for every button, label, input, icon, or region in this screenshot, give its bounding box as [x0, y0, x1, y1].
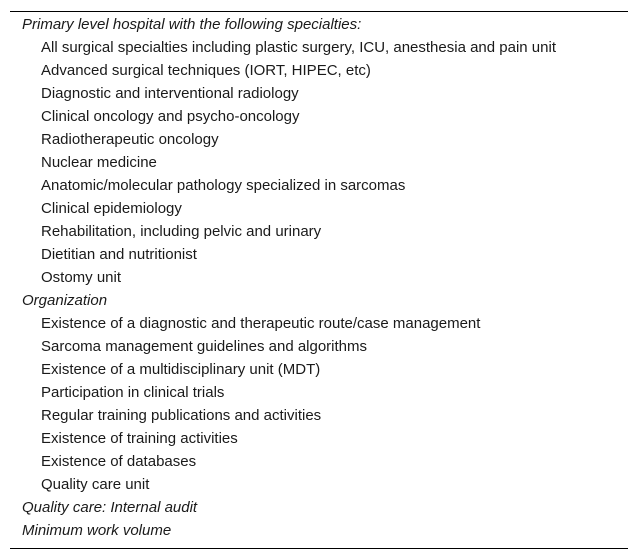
- section-heading-specialties: Primary level hospital with the following specialties:: [22, 16, 362, 33]
- table-row: Diagnostic and interventional radiology: [41, 85, 299, 102]
- table-row: Existence of training activities: [41, 430, 238, 447]
- table-row: Rehabilitation, including pelvic and urinary: [41, 223, 322, 240]
- table-row: Anatomic/molecular pathology specialized in sarcomas: [41, 177, 406, 194]
- table-row: Clinical epidemiology: [41, 200, 182, 217]
- table-row: Regular training publications and activities: [41, 407, 322, 424]
- table-row: Clinical oncology and psycho-oncology: [41, 108, 300, 125]
- table-row: Nuclear medicine: [41, 154, 157, 171]
- table-row: Existence of databases: [41, 453, 197, 470]
- table-row: Existence of a multidisciplinary unit (MDT): [41, 361, 321, 378]
- section-heading-work-volume: Minimum work volume: [22, 522, 172, 539]
- table-row: Existence of a diagnostic and therapeutic route/case management: [41, 315, 481, 332]
- table-row: Participation in clinical trials: [41, 384, 225, 401]
- table-row: Advanced surgical techniques (IORT, HIPEC, etc): [41, 62, 371, 79]
- table-row: Quality care unit: [41, 476, 150, 493]
- section-heading-quality-audit: Quality care: Internal audit: [22, 499, 198, 516]
- table-row: Ostomy unit: [41, 269, 122, 286]
- table-row: All surgical specialties including plastic surgery, ICU, anesthesia and pain unit: [41, 39, 556, 56]
- table-row: Radiotherapeutic oncology: [41, 131, 219, 148]
- section-heading-organization: Organization: [22, 292, 108, 309]
- table-row: Sarcoma management guidelines and algorithms: [41, 338, 368, 355]
- requirements-table: [10, 11, 628, 549]
- table-row: Dietitian and nutritionist: [41, 246, 197, 263]
